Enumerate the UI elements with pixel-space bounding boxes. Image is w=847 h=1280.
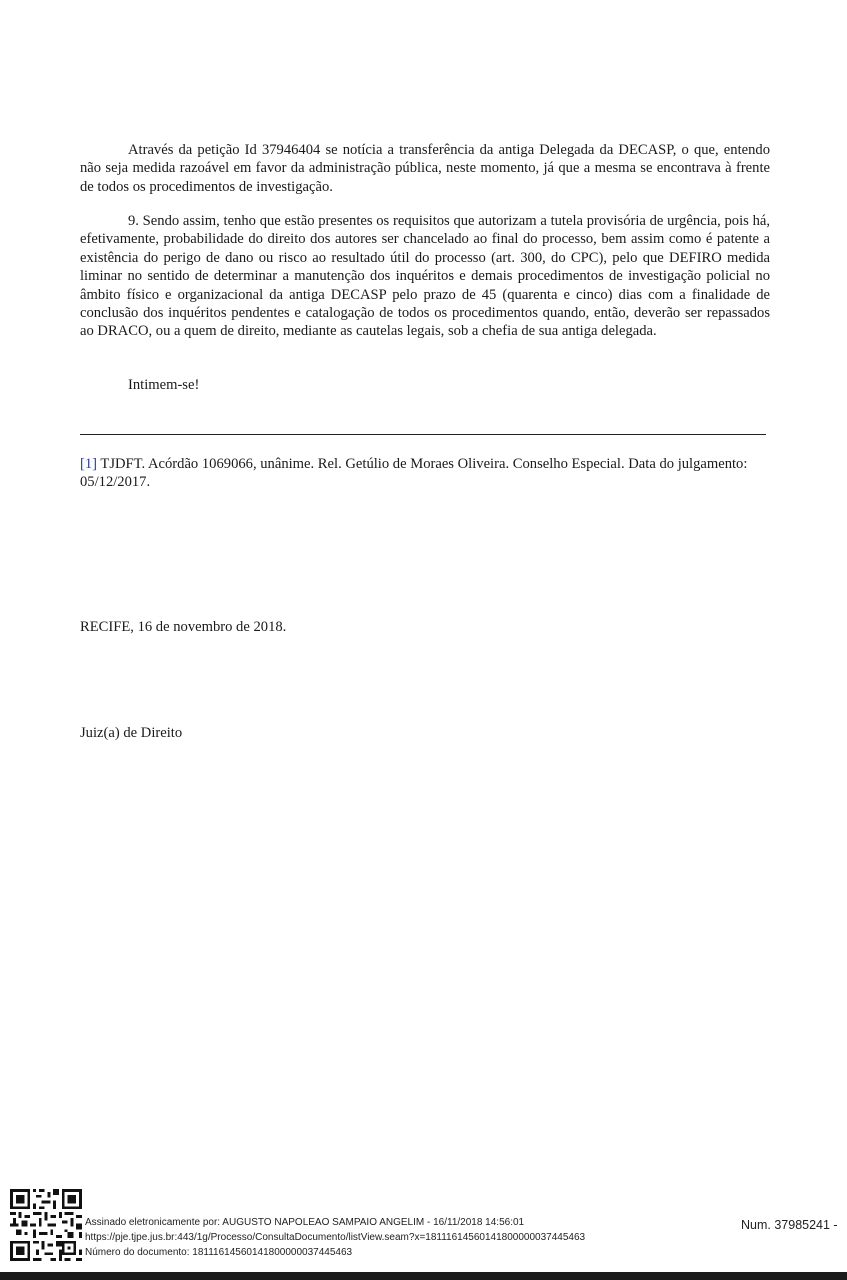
footnote: [80, 455, 770, 492]
document-number-line: Número do documento: 18111614560141800000037445463: [85, 1247, 353, 1258]
paragraph-decision: [80, 212, 770, 341]
footnote-reference-link[interactable]: [1]: [80, 456, 98, 472]
document-num: Num. 37985241 -: [741, 1218, 838, 1232]
bottom-edge-bar: [0, 1272, 847, 1280]
qr-code-icon: [10, 1189, 82, 1261]
footnote-divider: [80, 434, 766, 435]
paragraph-intimem: Intimem-se!: [128, 377, 200, 393]
paragraph-decision-text: 9. Sendo assim, tenho que estão presentes os requisitos que autorizam a tutela provisória de urgência, pois há, efetivamente, probabilidade do direito dos autores ser chancelado ao final do processo, bem assim como é patente a existência do perigo de dano ou risco ao resultado útil do processo (art. 300, do CPC), pelo que DEFIRO medida liminar no sentido de determinar a manutenção dos inquéritos e demais procedimentos de investigação policial no âmbito físico e organizacional da antiga DECASP pelo prazo de 45 (quarenta e cinco) dias com a finalidade de conclusão dos inquéritos pendentes e catalogação de todos os procedimentos quando, então, deverão ser repassados ao DRACO, ou a quem de direito, mediante as cautelas legais, sob a chefia de sua antiga delegada.: [80, 213, 770, 340]
paragraph-transfer: [80, 141, 770, 196]
verification-url[interactable]: https://pje.tjpe.jus.br:443/1g/Processo/ConsultaDocumento/listView.seam?x=18111614560141800000037445463: [85, 1232, 586, 1243]
footnote-text: TJDFT. Acórdão 1069066, unânime. Rel. Getúlio de Moraes Oliveira. Conselho Especial. Data do julgamento: 05/12/2017.: [80, 456, 748, 491]
signature-role: Juiz(a) de Direito: [80, 725, 183, 741]
paragraph-transfer-text: Através da petição Id 37946404 se notícia a transferência da antiga Delegada da DECASP, o que, entendo não seja medida razoável em favor da administração pública, neste momento, já que a mesma se encontrava à frente de todos os procedimentos de investigação.: [80, 142, 770, 195]
place-and-date: RECIFE, 16 de novembro de 2018.: [80, 619, 287, 635]
electronic-signature-footer: [10, 1187, 840, 1262]
signed-by-line: Assinado eletronicamente por: AUGUSTO NAPOLEAO SAMPAIO ANGELIM - 16/11/2018 14:56:01: [85, 1217, 525, 1228]
signature-details: [85, 1215, 585, 1260]
